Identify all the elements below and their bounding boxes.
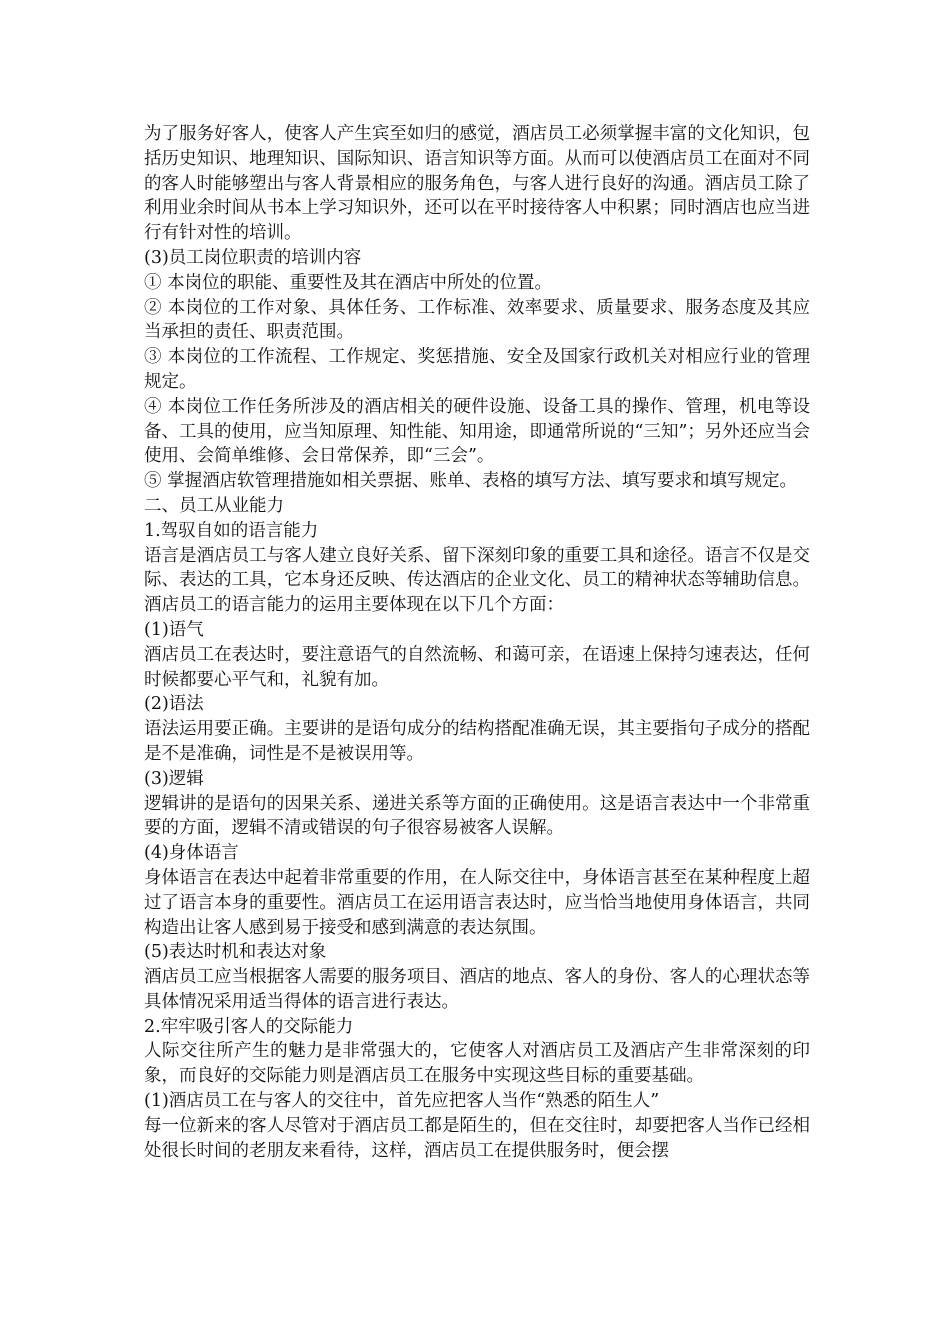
- paragraph-logic: 逻辑讲的是语句的因果关系、递进关系等方面的正确使用。这是语言表达中一个非常重要的方面，逻辑不清或错误的句子很容易被客人误解。: [144, 793, 810, 839]
- subheading-tone: (1)语气: [144, 619, 204, 640]
- list-item-3: ③ 本岗位的工作流程、工作规定、奖惩措施、安全及国家行政机关对相应行业的管理规定。: [144, 347, 810, 392]
- subheading-social-ability: 2.牢牢吸引客人的交际能力: [144, 1016, 354, 1037]
- paragraph-timing: 酒店员工应当根据客人需要的服务项目、酒店的地点、客人的身份、客人的心理状态等具体情况采用适当得体的语言进行表达。: [144, 967, 810, 1012]
- list-item-1: ① 本岗位的职能、重要性及其在酒店中所处的位置。: [144, 272, 553, 293]
- document-body: [144, 122, 810, 1163]
- list-item-5: ⑤ 掌握酒店软管理措施如相关票据、账单、表格的填写方法、填写要求和填写规定。: [144, 471, 798, 492]
- paragraph-body-language: 身体语言在表达中起着非常重要的作用，在人际交往中，身体语言甚至在某种程度上超过了语言本身的重要性。酒店员工在运用语言表达时，应当恰当地使用身体语言，共同构造出让客人感到易于接受和感到满意的表达氛围。: [144, 867, 810, 938]
- paragraph-tone: 酒店员工在表达时，要注意语气的自然流畅、和蔼可亲，在语速上保持匀速表达，任何时候都要心平气和，礼貌有加。: [144, 644, 810, 690]
- paragraph-familiar-stranger: 每一位新来的客人尽管对于酒店员工都是陌生的，但在交往时，却要把客人当作已经相处很长时间的老朋友来看待，这样，酒店员工在提供服务时，便会摆: [144, 1115, 810, 1161]
- paragraph-knowledge: 为了服务好客人，使客人产生宾至如归的感觉，酒店员工必须掌握丰富的文化知识，包括历史知识、地理知识、国际知识、语言知识等方面。从而可以使酒店员工在面对不同的客人时能够塑出与客人背景相应的服务角色，与客人进行良好的沟通。酒店员工除了利用业余时间从书本上学习知识外，还可以在平时接待客人中积累；同时酒店也应当进行有针对性的培训。: [144, 124, 810, 244]
- subheading-logic: (3)逻辑: [144, 768, 204, 789]
- list-item-2: ② 本岗位的工作对象、具体任务、工作标准、效率要求、质量要求、服务态度及其应当承担的责任、职责范围。: [144, 297, 810, 343]
- section-heading-ability: 二、员工从业能力: [144, 495, 284, 516]
- subheading-language-ability: 1.驾驭自如的语言能力: [144, 520, 319, 541]
- paragraph-language: 语言是酒店员工与客人建立良好关系、留下深刻印象的重要工具和途径。语言不仅是交际、表达的工具，它本身还反映、传达酒店的企业文化、员工的精神状态等辅助信息。酒店员工的语言能力的运用主要体现在以下几个方面：: [144, 545, 810, 616]
- list-item-4: ④ 本岗位工作任务所涉及的酒店相关的硬件设施、设备工具的操作、管理，机电等设备、工具的使用，应当知原理、知性能、知用途，即通常所说的“三知”；另外还应当会使用、会简单维修、会日常保养，即“三会”。: [144, 396, 810, 467]
- subheading-grammar: (2)语法: [144, 694, 204, 715]
- paragraph-grammar: 语法运用要正确。主要讲的是语句成分的结构搭配准确无误，其主要指句子成分的搭配是不是准确，词性是不是被误用等。: [144, 719, 810, 764]
- subheading-body-language: (4)身体语言: [144, 843, 239, 864]
- subheading-timing: (5)表达时机和表达对象: [144, 942, 327, 963]
- heading-job-duty-training: (3)员工岗位职责的培训内容: [144, 247, 362, 268]
- paragraph-social: 人际交往所产生的魅力是非常强大的，它使客人对酒店员工及酒店产生非常深刻的印象，而良好的交际能力则是酒店员工在服务中实现这些目标的重要基础。: [144, 1041, 810, 1087]
- subheading-familiar-stranger: (1)酒店员工在与客人的交往中，首先应把客人当作“熟悉的陌生人”: [144, 1091, 660, 1112]
